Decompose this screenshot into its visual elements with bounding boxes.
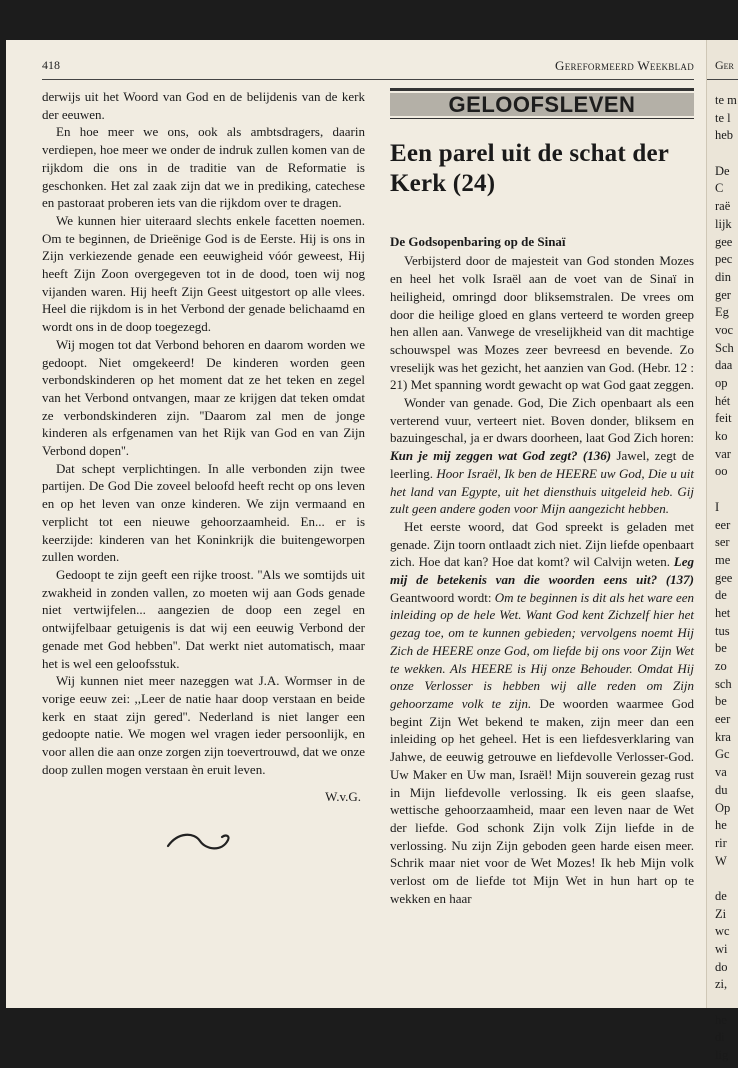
paragraph: En hoe meer we ons, ook als ambtsdragers, daarin verdiepen, hoe meer we onder de indruk zullen komen van de rijkdom die ons in de traditie van de Reformatie is geschonken. Het zal zaak zijn dat we in prediking, catechese en pastoraat proberen iets van die rijkdom over te dragen. <box>42 124 365 211</box>
text-fragment: gee <box>715 570 733 585</box>
text-run: De woorden waarmee God begint Zijn Wet bekend te maken, zijn meer dan een inleiding op het geheel. Het is een liefdesverklaring van Jahwe, de eeuwig getrouwe en liefdevolle Verlosser-God. Uw Maker en Uw man, Israël! Mijn souverein gezag rust in Mijn liefdevolle verlossing. Ik eis geen slaafse, wettische gehoorzaamheid, maar een leven naar de Wet der liefde. God schonk Zijn volk Zijn liefde in de verlossing. Nu zijn Zijn geboden geen harde eisen meer. Schrik maar niet voor de Wet Mozes! Ik heb Mijn volk verlost om de liefde tot Mijn Wet in hun hart op te wekken en haar <box>390 695 694 906</box>
paragraph <box>390 518 694 907</box>
running-header <box>42 58 694 78</box>
text-fragment: C <box>715 181 724 196</box>
text-fragment: gee <box>715 234 733 249</box>
text-fragment: din <box>715 269 731 284</box>
text-fragment: me <box>715 552 731 567</box>
ornament-flourish-icon <box>164 828 234 854</box>
text-fragment: te l <box>715 110 731 125</box>
text-fragment: eer <box>715 517 731 532</box>
right-column <box>390 88 694 907</box>
text-fragment: te m <box>715 93 737 107</box>
text-fragment: wc <box>715 924 730 939</box>
text-fragment: daa <box>715 358 733 373</box>
text-fragment: De <box>715 163 730 178</box>
text-run: Jawel, zegt de leerling. <box>390 448 694 481</box>
left-column <box>42 88 365 854</box>
text-run: Wonder van genade. God, Die Zich openbaart als een verterend vuur, verteert niet. Boven donder, bliksem en bazuingeschal, ja er dwars doorheen, laat God Zich horen: <box>390 395 694 446</box>
magazine-page <box>6 40 708 1008</box>
paragraph: We kunnen hier uiteraard slechts enkele facetten noemen. Om te beginnen, de Drieënige God is de Eerste. Hij is ons in Zijn verkiezende genade een eeuwigheid vóór geweest, Hij heeft Zijn Zoon overgegeven tot in de dood, toen wij nog vijanden waren. Hij heeft Zijn Geest uitgestort op alle vlees. Heel die rijkdom is in het Verbond der genade belichaamd en wordt ons in de doop toegezegd. <box>42 212 365 335</box>
catechism-question: Kun je mij zeggen wat God zegt? (136) <box>390 448 612 464</box>
section-banner <box>390 88 694 119</box>
text-fragment <box>715 870 737 888</box>
text-fragment: Gc <box>715 747 730 762</box>
catechism-question: Leg mij de betekenis van die woorden eens uit? (137) <box>390 554 694 588</box>
text-fragment: Sch <box>715 340 734 355</box>
text-fragment <box>715 994 737 1012</box>
text-fragment: Op <box>715 800 731 815</box>
text-fragment: he <box>715 1012 727 1027</box>
publication-title: Gereformeerd Weekblad <box>555 58 694 73</box>
article-title: Een parel uit de schat der Kerk (24) <box>390 139 669 197</box>
text-fragment: va <box>715 765 727 780</box>
text-fragment: heb <box>715 128 734 143</box>
text-run: Geantwoord wordt: <box>390 589 495 605</box>
header-rule <box>707 79 738 80</box>
paragraph: Wij kunnen niet meer nazeggen wat J.A. Wormser in de vorige eeuw zei: ,,Leer de natie haar doop verstaan en beide kerk en staat zijn gered''. Nederland is niet langer een gedoopte natie. We mogen wel vragen ieder persoonlijk, en voor allen die aan onze zorgen zijn toevertrouwd, dat we onze doop zullen mogen verstaan èn eruit leven. <box>42 673 365 777</box>
text-fragment: zo <box>715 659 727 673</box>
text-fragment: di <box>715 1030 725 1045</box>
text-fragment: zi, <box>715 977 728 992</box>
text-fragment: raë <box>715 199 731 214</box>
next-page-text <box>715 92 737 1065</box>
text-fragment: het <box>715 605 731 620</box>
paragraph: Wij mogen tot dat Verbond behoren en daarom worden we gedoopt. Niet omgekeerd! De kinderen worden geen verbondskinderen op het moment dat ze het teken en zegel van het Verbond ontvangen, maar ze krijgen dat teken omdat ze verbondskinderen zijn. ''Daarom zal men de jonge kinderen als erfgenamen van het Rijk van God en van Zijn Verbond dopen''. <box>42 336 365 459</box>
author-signature: W.v.G. <box>325 789 361 805</box>
next-page-header: Ger <box>715 58 734 72</box>
text-fragment <box>715 145 737 163</box>
text-fragment: he <box>715 818 727 833</box>
next-page-edge <box>706 40 738 1063</box>
text-fragment: ko <box>715 429 728 444</box>
paragraph: Verbijsterd door de majesteit van God stonden Mozes en heel het volk Israël aan de voet van de Sinaï in heiligheid, omringd door bliksemstralen. De vrees om door die heilige gloed en glans verteerd te worden greep hen allen aan. Vanwege de vreselijkheid van dit machtige schouwspel was Mozes zeer bevreesd en bevende. Zo vreselijk was het gezicht, het aanzien van God. (Hebr. 12 : 21) Met spanning wordt gewacht op wat God gaat zeggen. <box>390 253 694 393</box>
text-fragment: be <box>715 694 727 709</box>
scripture-quote: Hoor Israël, Ik ben de HEERE uw God, Die u uit het land van Egypte, uit het diensthuis uitgeleid heb. Gij zult geen andere goden voor Mijn aangezicht hebben. <box>390 465 694 517</box>
text-fragment: be <box>715 641 727 656</box>
text-fragment <box>715 481 737 499</box>
text-fragment: oo <box>715 464 728 479</box>
page-number: 418 <box>42 58 60 72</box>
text-fragment: du <box>715 782 728 797</box>
text-fragment: hét <box>715 393 731 408</box>
text-fragment: do <box>715 959 728 974</box>
text-fragment: feit <box>715 411 732 426</box>
section-title: GELOOFSLEVEN <box>390 93 694 116</box>
text-fragment: op <box>715 376 728 390</box>
paragraph: Dat schept verplichtingen. In alle verbonden zijn twee partijen. De God Die zoveel beloofd heeft recht op ons leven en op het leven van onze kinderen. We zijn vermaand en verplicht tot een nieuwe gehoorzaamheid. En... er is keerzijde: kinderen van het Koninkrijk die buitengeworpen zullen worden. <box>42 460 365 565</box>
text-fragment: ser <box>715 535 730 550</box>
text-fragment: lig <box>715 1048 729 1063</box>
paragraph <box>390 394 694 518</box>
text-fragment: rir <box>715 835 727 850</box>
text-fragment: Zi <box>715 906 727 921</box>
text-run: Het eerste woord, dat God spreekt is geladen met genade. Zijn toorn ontlaadt zich niet. Zijn liefde openbaart zich. Hoe dat kan? Hoe dat komt? wil Calvijn weten. <box>390 518 694 570</box>
text-fragment: pec <box>715 252 733 267</box>
header-rule <box>42 79 694 80</box>
subheading: De Godsopenbaring op de Sinaï <box>390 233 566 249</box>
text-fragment: voc <box>715 322 734 337</box>
text-fragment: Eg <box>715 305 729 320</box>
paragraph: derwijs uit het Woord van God en de belijdenis van de kerk der eeuwen. <box>42 89 365 122</box>
paragraph: Gedoopt te zijn geeft een rijke troost. ''Als we somtijds uit zwakheid in zonden vallen, zo moeten wij aan Gods genade niet vertwijfelen... aangezien de doop een zegel en ontwijfelbaar getuigenis is dat wij een eeuwig Verbond der genade met God hebben''. Dat werkt niet automatisch, maar het is wel een geloofsstuk. <box>42 566 365 671</box>
text-fragment: de <box>715 888 727 903</box>
text-fragment: var <box>715 446 731 461</box>
text-fragment: W <box>715 853 727 868</box>
text-fragment: I <box>715 499 720 514</box>
text-fragment: ger <box>715 287 731 302</box>
text-fragment: lijk <box>715 216 732 231</box>
catechism-answer: Om te beginnen is dit als het ware een inleiding op de hele Wet. Want God kent Zichzelf hier het gezag toe, om te kunnen gebieden; vervolgens noemt Hij Zich de HEERE onze God, om liefde bij ons voor Zijn Wet te wekken. Als HEERE is Hij onze Behouder. Omdat Hij onze Verlosser is hebben wij alle reden om Zijn gehoorzame volk te zijn. <box>390 589 694 711</box>
text-fragment: eer <box>715 712 731 727</box>
text-fragment: de <box>715 588 727 603</box>
text-fragment: kra <box>715 729 731 744</box>
text-fragment: tus <box>715 623 730 638</box>
text-fragment: sch <box>715 676 732 691</box>
text-fragment: wi <box>715 942 728 956</box>
